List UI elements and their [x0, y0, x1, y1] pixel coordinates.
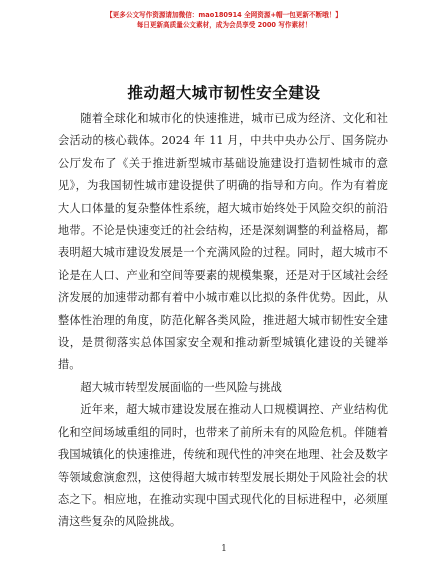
promo-line-membership: 每日更新高质量公文素材，成为会员享受 2000 写作素材！ [136, 21, 312, 29]
intro-paragraph: 随着全球化和城市化的快速推进，城市已成为经济、文化和社会活动的核心载体。2024 年 11 月，中共中央办公厅、国务院办公厅发布了《关于推进新型城市基础设施建设打造韧性城市的意见》，为我国韧性城市建设提供了明确的指导和方向。作为有着庞大人口体量的复杂整体性系统，超大城市始终处于风险交织的前沿地带。不论是快速变迁的社会结构，还是深刻调整的利益格局，都表明超大城市建设发展是一个充满风险的过程。同时，超大城市不论是在人口、产业和空间等要素的规模集聚，还是对于区域社会经济发展的加速带动都有着中小城市难以比拟的条件优势。因此，从整体性治理的角度，防范化解各类风险，推进超大城市韧性安全建设，是贯彻落实总体国家安全观和推动新型城镇化建设的关键举措。 [58, 112, 388, 372]
section-heading: 超大城市转型发展面临的一些风险与挑战 [80, 380, 282, 394]
document-title: 推动超大城市韧性安全建设 [127, 83, 321, 102]
promo-line-wechat: 【更多公文写作资源请加微信：mao180914 全网资源+帽一包更新不断哦！】 [106, 11, 342, 19]
section-paragraph: 近年来，超大城市建设发展在推动人口规模调控、产业结构优化和空间场域重组的同时，也带来了前所未有的风险危机。伴随着我国城镇化的快速推进，传统和现代性的冲突在地理、社会及数字等领域愈演愈烈，这使得超大城市转型发展长期处于风险社会的状态之下。相应地，在推动实现中国式现代化的目标进程中，必须厘清这些复杂的风险挑战。 [58, 403, 388, 529]
page-number: 1 [221, 544, 227, 554]
promo-header [0, 10, 448, 30]
document-body [58, 108, 388, 534]
